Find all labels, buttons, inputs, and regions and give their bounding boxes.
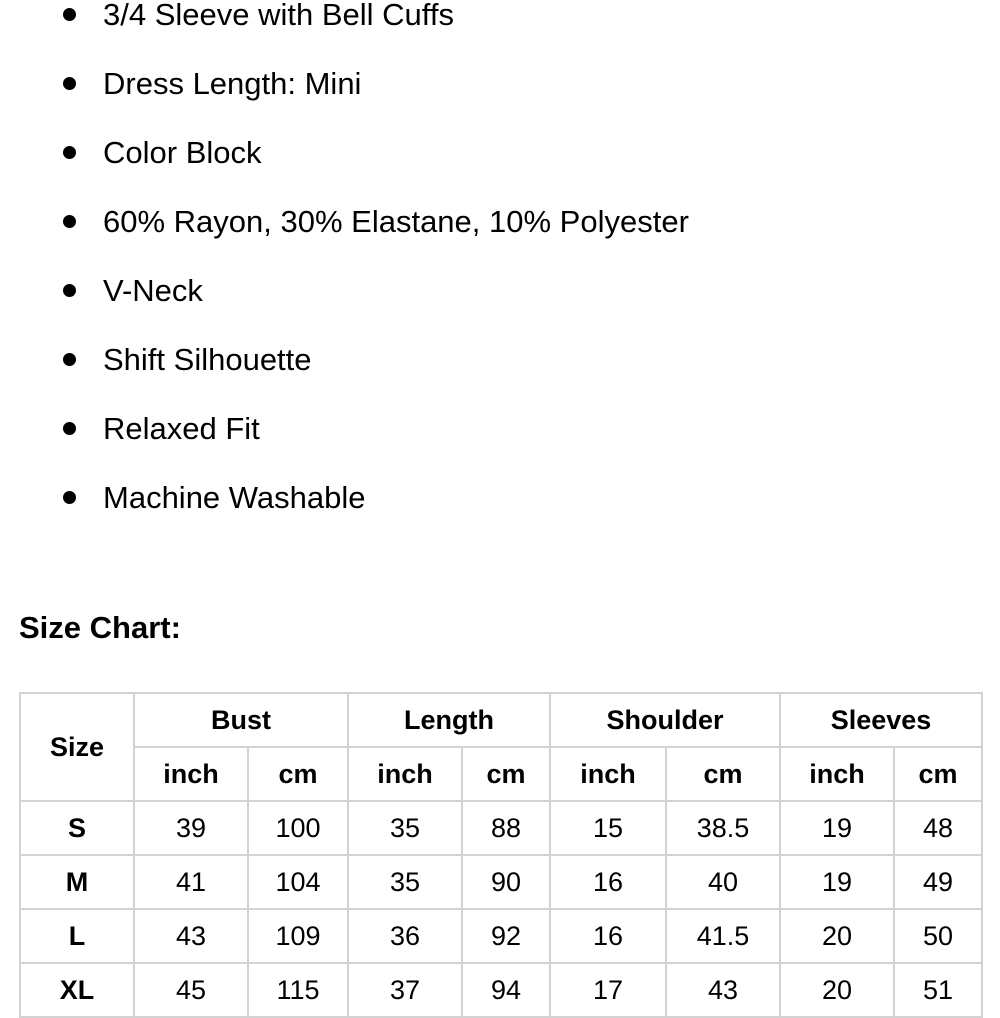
size-cell: L (20, 909, 134, 963)
table-cell: 92 (462, 909, 550, 963)
table-cell: 16 (550, 855, 666, 909)
feature-text: Dress Length: Mini (103, 66, 362, 101)
size-cell: S (20, 801, 134, 855)
feature-text: 3/4 Sleeve with Bell Cuffs (103, 0, 454, 32)
table-cell: 45 (134, 963, 248, 1017)
table-header-row (20, 693, 982, 747)
table-cell: 49 (894, 855, 982, 909)
group-header-sleeves: Sleeves (780, 693, 982, 747)
list-item (0, 49, 1000, 118)
bullet-icon (63, 422, 76, 435)
table-cell: 115 (248, 963, 348, 1017)
unit-header: cm (248, 747, 348, 801)
list-item (0, 325, 1000, 394)
table-cell: 109 (248, 909, 348, 963)
unit-header: inch (780, 747, 894, 801)
table-cell: 35 (348, 855, 462, 909)
table-cell: 100 (248, 801, 348, 855)
feature-text: Shift Silhouette (103, 342, 312, 377)
table-cell: 15 (550, 801, 666, 855)
bullet-icon (63, 146, 76, 159)
feature-text: Machine Washable (103, 480, 366, 515)
group-header-bust: Bust (134, 693, 348, 747)
table-cell: 20 (780, 963, 894, 1017)
table-row (20, 909, 982, 963)
table-cell: 90 (462, 855, 550, 909)
unit-header: inch (550, 747, 666, 801)
unit-header: inch (348, 747, 462, 801)
feature-text: 60% Rayon, 30% Elastane, 10% Polyester (103, 204, 689, 239)
size-column-header: Size (20, 693, 134, 801)
bullet-icon (63, 8, 76, 21)
table-cell: 94 (462, 963, 550, 1017)
table-cell: 20 (780, 909, 894, 963)
size-chart-table (19, 692, 983, 1018)
list-item (0, 463, 1000, 532)
table-cell: 51 (894, 963, 982, 1017)
unit-header: cm (462, 747, 550, 801)
list-item (0, 187, 1000, 256)
table-cell: 36 (348, 909, 462, 963)
table-cell: 35 (348, 801, 462, 855)
size-cell: M (20, 855, 134, 909)
feature-text: Relaxed Fit (103, 411, 260, 446)
feature-text: Color Block (103, 135, 262, 170)
table-row (20, 963, 982, 1017)
group-header-shoulder: Shoulder (550, 693, 780, 747)
bullet-icon (63, 284, 76, 297)
table-cell: 43 (666, 963, 780, 1017)
unit-header: cm (894, 747, 982, 801)
table-cell: 17 (550, 963, 666, 1017)
unit-header: cm (666, 747, 780, 801)
list-item (0, 118, 1000, 187)
group-header-length: Length (348, 693, 550, 747)
table-cell: 40 (666, 855, 780, 909)
table-cell: 41 (134, 855, 248, 909)
list-item (0, 0, 1000, 49)
table-cell: 19 (780, 801, 894, 855)
table-cell: 88 (462, 801, 550, 855)
size-chart-title: Size Chart: (19, 610, 181, 645)
table-unit-row (20, 747, 982, 801)
table-row (20, 801, 982, 855)
table-cell: 16 (550, 909, 666, 963)
table-cell: 48 (894, 801, 982, 855)
bullet-icon (63, 353, 76, 366)
table-cell: 38.5 (666, 801, 780, 855)
table-row (20, 855, 982, 909)
bullet-icon (63, 215, 76, 228)
list-item (0, 256, 1000, 325)
bullet-icon (63, 491, 76, 504)
size-cell: XL (20, 963, 134, 1017)
table-cell: 50 (894, 909, 982, 963)
table-cell: 37 (348, 963, 462, 1017)
table-cell: 19 (780, 855, 894, 909)
unit-header: inch (134, 747, 248, 801)
table-cell: 39 (134, 801, 248, 855)
table-cell: 41.5 (666, 909, 780, 963)
list-item (0, 394, 1000, 463)
feature-text: V-Neck (103, 273, 203, 308)
table-cell: 104 (248, 855, 348, 909)
table-cell: 43 (134, 909, 248, 963)
bullet-icon (63, 77, 76, 90)
